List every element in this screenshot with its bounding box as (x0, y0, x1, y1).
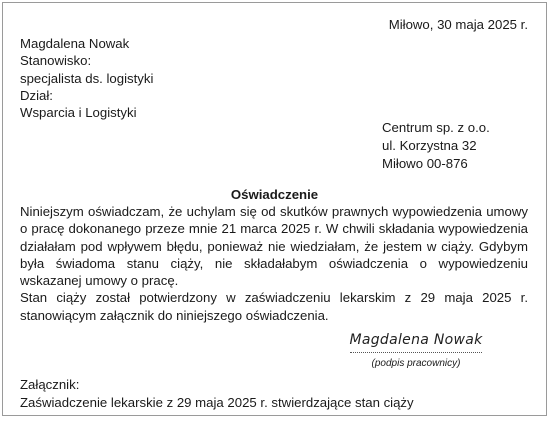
sender-name: Magdalena Nowak (20, 36, 130, 51)
attachment-block (20, 376, 414, 411)
handwritten-signature: Magdalena Nowak (349, 332, 483, 348)
department-label: Dział: (20, 87, 53, 103)
attachment-label: Załącznik: (20, 377, 80, 392)
department-value: Wsparcia i Logistyki (20, 105, 137, 121)
date-line: Miłowo, 30 maja 2025 r. (388, 17, 528, 32)
statement-body (20, 203, 528, 324)
attachment-item: Zaświadczenie lekarskie z 29 maja 2025 r. stwierdzające stan ciąży (20, 394, 414, 410)
recipient-company: Centrum sp. z o.o. (382, 120, 490, 135)
signature-caption: (podpis pracownicy) (371, 358, 461, 369)
position-label: Stanowisko: (20, 53, 92, 69)
position-value: specjalista ds. logistyki (20, 70, 154, 86)
recipient-block (382, 119, 490, 172)
signature-dotted-line (350, 350, 482, 353)
body-paragraph-1: Niniejszym oświadczam, że uchylam się od skutków prawnych wypowiedzenia umowy o pracę dokonanego przeze mnie 21 marca 2025 r. W chwili składania wypowiedzenia działałam pod wpływem błędu, ponieważ nie wiedziałam, że jestem w ciąży. Gdybym była świadoma stanu ciąży, nie składałabym oświadczenia o wypowiedzeniu wskazanej umowy o pracę. (20, 204, 528, 289)
recipient-street: ul. Korzystna 32 (382, 137, 477, 153)
recipient-city: Miłowo 00-876 (382, 155, 468, 171)
signature-block (348, 330, 484, 370)
document-page (2, 2, 547, 416)
document-title: Oświadczenie (230, 187, 319, 202)
body-paragraph-2: Stan ciąży został potwierdzony w zaświadczeniu lekarskim z 29 maja 2025 r. stanowiącym załącznik do niniejszego oświadczenia. (20, 290, 528, 323)
sender-block (20, 35, 153, 121)
